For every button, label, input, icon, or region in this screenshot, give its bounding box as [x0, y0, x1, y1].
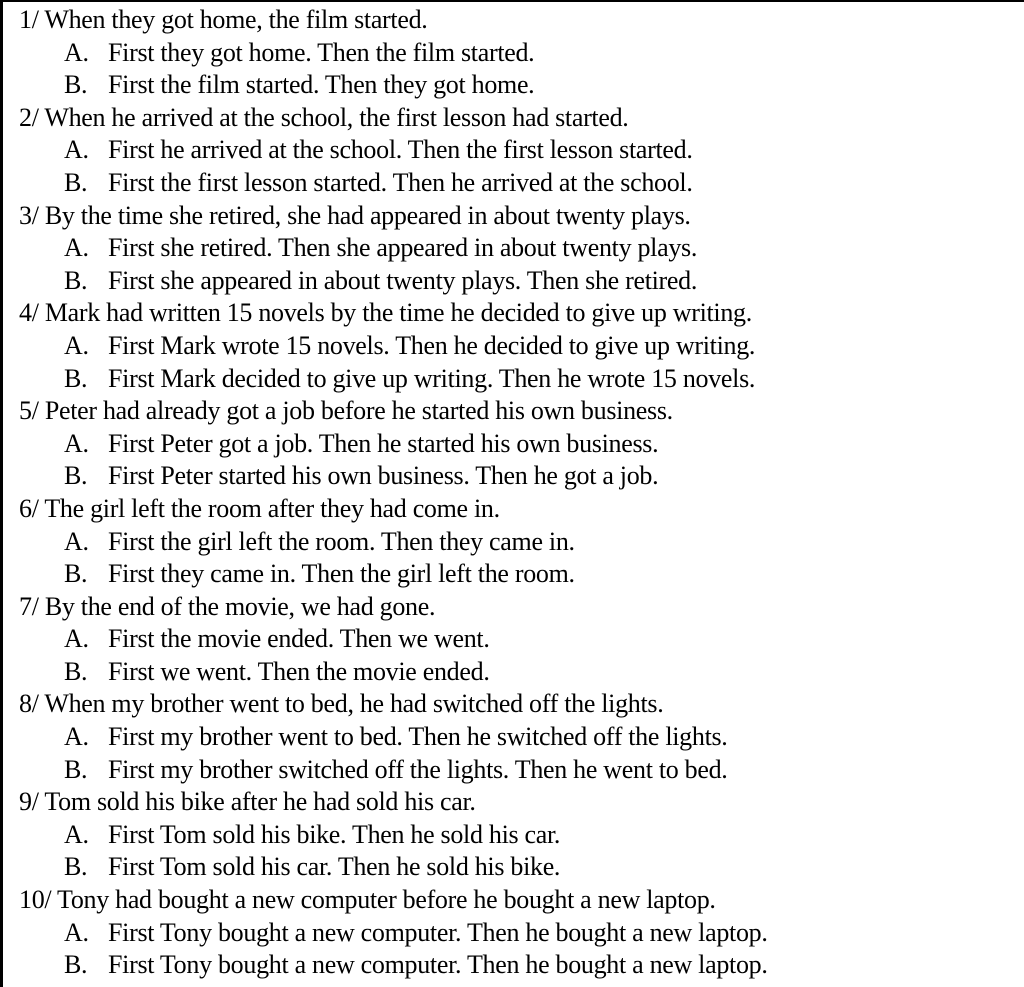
- question-item: [19, 200, 1019, 298]
- option-b: [19, 656, 1019, 689]
- question-list: [19, 4, 1019, 982]
- question-item: [19, 884, 1019, 982]
- question-item: [19, 297, 1019, 395]
- question-stem: 9/ Tom sold his bike after he had sold his car.: [19, 787, 476, 817]
- option-letter: B.: [64, 559, 88, 589]
- option-text: First Tony bought a new computer. Then he bought a new laptop.: [108, 917, 768, 947]
- option-letter: B.: [64, 363, 88, 393]
- question-stem: 7/ By the end of the movie, we had gone.: [19, 591, 436, 621]
- option-text: First Peter got a job. Then he started his own business.: [108, 428, 659, 458]
- question-item: [19, 786, 1019, 884]
- option-text: First they got home. Then the film started.: [108, 37, 535, 67]
- option-text: First Tom sold his car. Then he sold his bike.: [108, 852, 561, 882]
- option-b: [19, 754, 1019, 787]
- option-b: [19, 949, 1019, 982]
- option-letter: B.: [64, 656, 88, 686]
- option-text: First she retired. Then she appeared in about twenty plays.: [108, 233, 698, 263]
- option-letter: B.: [64, 852, 88, 882]
- question-item: [19, 688, 1019, 786]
- option-letter: B.: [64, 70, 88, 100]
- question-stem: 10/ Tony had bought a new computer before he bought a new laptop.: [19, 885, 716, 915]
- option-text: First my brother switched off the lights. Then he went to bed.: [108, 754, 728, 784]
- option-a: [19, 721, 1019, 754]
- question-stem: 1/ When they got home, the film started.: [19, 5, 428, 34]
- question-stem: 8/ When my brother went to bed, he had switched off the lights.: [19, 689, 664, 719]
- option-a: [19, 917, 1019, 950]
- option-a: [19, 330, 1019, 363]
- option-b: [19, 265, 1019, 298]
- option-text: First she appeared in about twenty plays. Then she retired.: [108, 265, 698, 295]
- option-letter: B.: [64, 167, 88, 197]
- option-text: First the movie ended. Then we went.: [108, 624, 490, 654]
- option-a: [19, 232, 1019, 265]
- option-text: First my brother went to bed. Then he switched off the lights.: [108, 722, 728, 752]
- option-text: First Mark wrote 15 novels. Then he decided to give up writing.: [108, 330, 756, 360]
- question-stem: 6/ The girl left the room after they had come in.: [19, 493, 500, 523]
- option-text: First they came in. Then the girl left the room.: [108, 559, 575, 589]
- question-stem: 2/ When he arrived at the school, the first lesson had started.: [19, 102, 629, 132]
- question-stem: 3/ By the time she retired, she had appeared in about twenty plays.: [19, 200, 691, 230]
- option-letter: A.: [64, 135, 89, 165]
- option-letter: B.: [64, 950, 88, 980]
- option-b: [19, 460, 1019, 493]
- option-text: First the first lesson started. Then he arrived at the school.: [108, 167, 693, 197]
- option-text: First Mark decided to give up writing. Then he wrote 15 novels.: [108, 363, 756, 393]
- question-stem: 5/ Peter had already got a job before he started his own business.: [19, 396, 673, 426]
- question-item: [19, 4, 1019, 102]
- question-item: [19, 102, 1019, 200]
- option-b: [19, 558, 1019, 591]
- option-b: [19, 363, 1019, 396]
- option-text: First he arrived at the school. Then the first lesson started.: [108, 135, 693, 165]
- option-b: [19, 69, 1019, 102]
- option-letter: B.: [64, 754, 88, 784]
- option-letter: A.: [64, 37, 89, 67]
- option-b: [19, 851, 1019, 884]
- option-letter: A.: [64, 233, 89, 263]
- option-a: [19, 623, 1019, 656]
- option-a: [19, 37, 1019, 70]
- option-letter: A.: [64, 917, 89, 947]
- question-stem: 4/ Mark had written 15 novels by the time he decided to give up writing.: [19, 298, 752, 328]
- option-text: First we went. Then the movie ended.: [108, 656, 490, 686]
- question-item: [19, 395, 1019, 493]
- option-text: First Tony bought a new computer. Then he bought a new laptop.: [108, 950, 768, 980]
- option-letter: A.: [64, 624, 89, 654]
- option-letter: A.: [64, 526, 89, 556]
- option-letter: A.: [64, 330, 89, 360]
- option-letter: B.: [64, 265, 88, 295]
- option-a: [19, 134, 1019, 167]
- option-a: [19, 819, 1019, 852]
- option-b: [19, 167, 1019, 200]
- option-text: First the girl left the room. Then they came in.: [108, 526, 575, 556]
- option-letter: A.: [64, 428, 89, 458]
- option-a: [19, 526, 1019, 559]
- option-letter: A.: [64, 722, 89, 752]
- option-text: First Tom sold his bike. Then he sold his car.: [108, 819, 561, 849]
- question-item: [19, 493, 1019, 591]
- option-text: First Peter started his own business. Then he got a job.: [108, 461, 659, 491]
- option-a: [19, 428, 1019, 461]
- option-letter: A.: [64, 819, 89, 849]
- option-text: First the film started. Then they got home.: [108, 70, 535, 100]
- question-item: [19, 591, 1019, 689]
- option-letter: B.: [64, 461, 88, 491]
